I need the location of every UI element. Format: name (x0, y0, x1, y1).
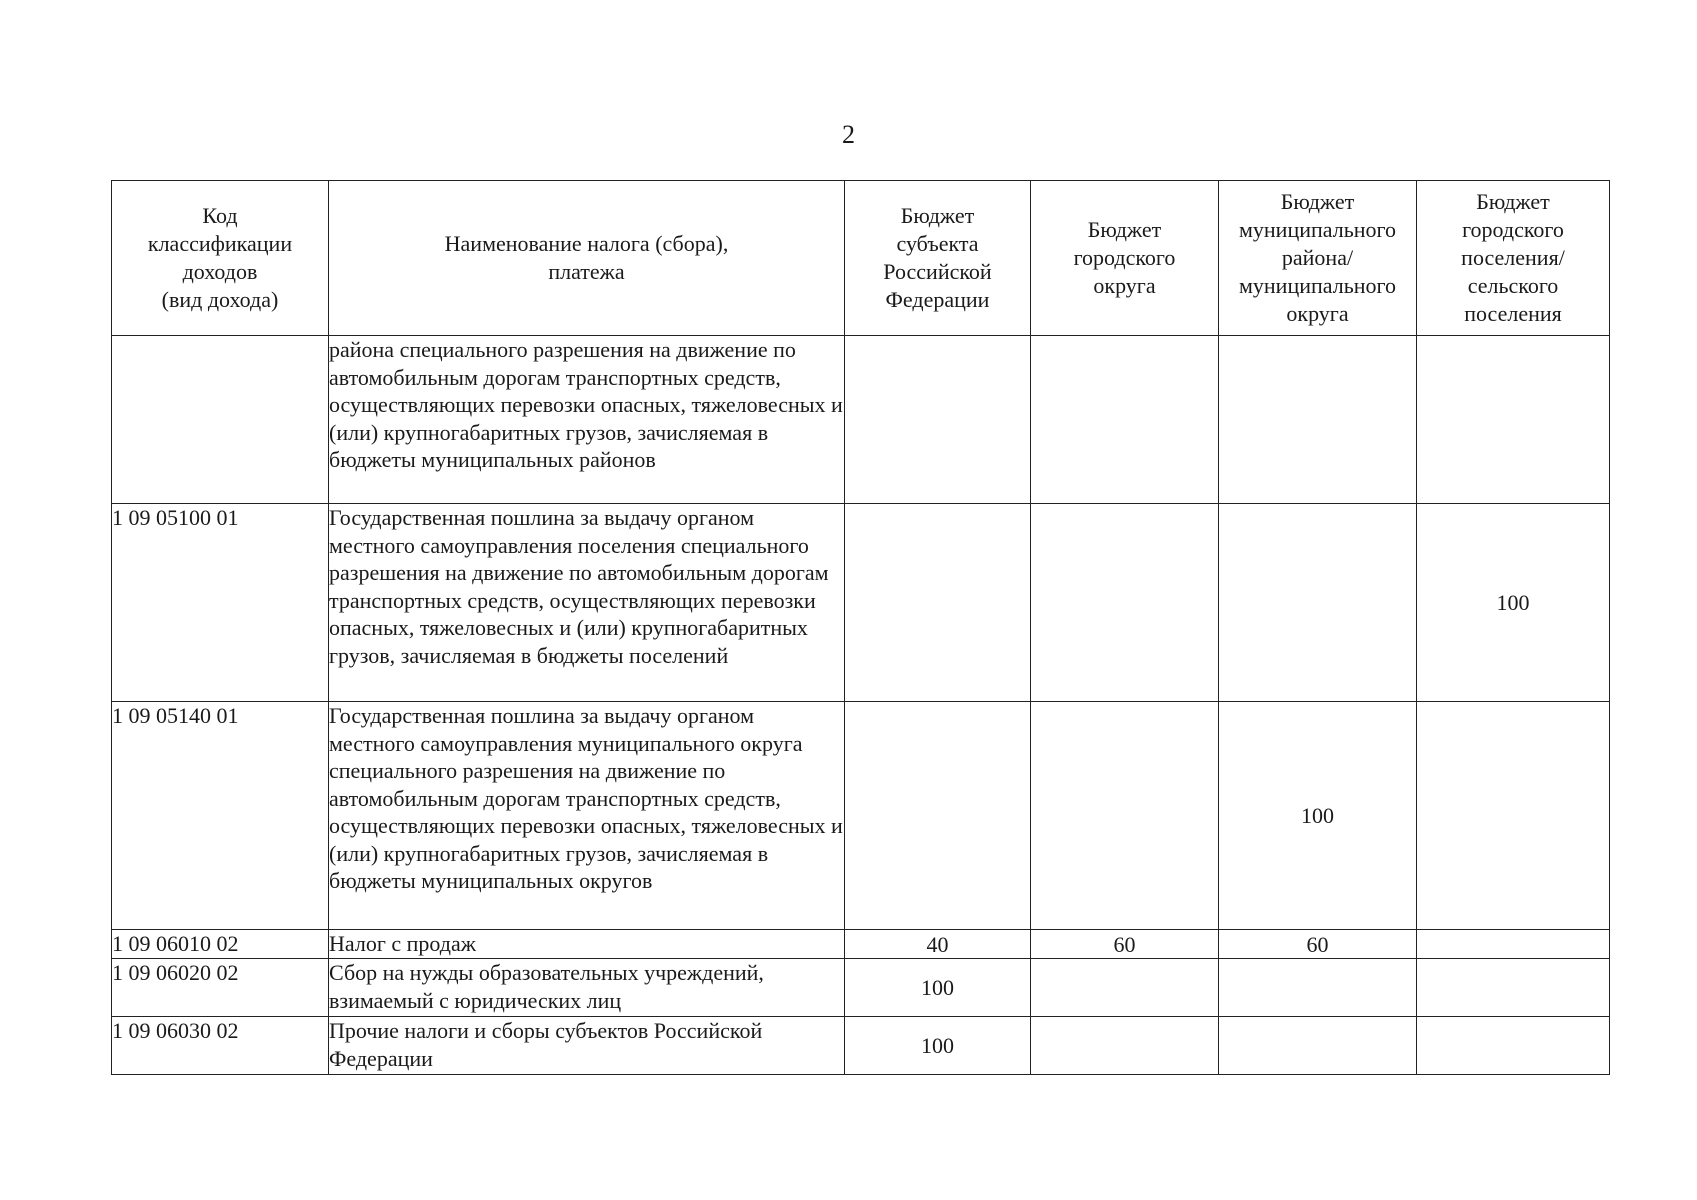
name-cell: Государственная пошлина за выдачу органом местного самоуправления муниципального округа специального разрешения на движение по автомобильным дорогам транспортных средств, осуществляющих перевозки опасных, тяжеловесных и (или) крупногабаритных грузов, зачисляемая в бюджеты муниципальных округов (329, 702, 845, 930)
city-value-cell (1031, 504, 1219, 702)
table-row (112, 504, 1610, 702)
code-cell (112, 336, 329, 504)
code-cell: 1 09 06010 02 (112, 930, 329, 959)
settlement-value-cell (1417, 930, 1610, 959)
city-value-cell (1031, 702, 1219, 930)
subject-value-cell: 100 (845, 959, 1031, 1017)
settlement-value-cell (1417, 1017, 1610, 1075)
table-row (112, 1017, 1610, 1075)
revenue-distribution-table (111, 180, 1610, 1075)
city-value-cell (1031, 959, 1219, 1017)
district-value-cell: 100 (1219, 702, 1417, 930)
name-cell: Прочие налоги и сборы субъектов Российской Федерации (329, 1017, 845, 1075)
header-code: Код классификации доходов (вид дохода) (112, 181, 329, 336)
name-cell: Сбор на нужды образовательных учреждений, взимаемый с юридических лиц (329, 959, 845, 1017)
subject-value-cell (845, 336, 1031, 504)
district-value-cell (1219, 504, 1417, 702)
header-name: Наименование налога (сбора), платежа (329, 181, 845, 336)
name-cell: Государственная пошлина за выдачу органом местного самоуправления поселения специального разрешения на движение по автомобильным дорогам транспортных средств, осуществляющих перевозки опасных, тяжеловесных и (или) крупногабаритных грузов, зачисляемая в бюджеты поселений (329, 504, 845, 702)
district-value-cell (1219, 1017, 1417, 1075)
subject-value-cell (845, 702, 1031, 930)
header-settlement-budget: Бюджет городского поселения/ сельского поселения (1417, 181, 1610, 336)
code-cell: 1 09 06030 02 (112, 1017, 329, 1075)
table-row (112, 702, 1610, 930)
district-value-cell: 60 (1219, 930, 1417, 959)
table-row (112, 930, 1610, 959)
city-value-cell (1031, 1017, 1219, 1075)
table-header-row (112, 181, 1610, 336)
header-subject-budget: Бюджет субъекта Российской Федерации (845, 181, 1031, 336)
subject-value-cell (845, 504, 1031, 702)
table-row (112, 959, 1610, 1017)
name-cell: Налог с продаж (329, 930, 845, 959)
district-value-cell (1219, 959, 1417, 1017)
header-city-district-budget: Бюджет городского округа (1031, 181, 1219, 336)
settlement-value-cell: 100 (1417, 504, 1610, 702)
settlement-value-cell (1417, 336, 1610, 504)
code-cell: 1 09 05100 01 (112, 504, 329, 702)
city-value-cell (1031, 336, 1219, 504)
code-cell: 1 09 06020 02 (112, 959, 329, 1017)
subject-value-cell: 100 (845, 1017, 1031, 1075)
city-value-cell: 60 (1031, 930, 1219, 959)
district-value-cell (1219, 336, 1417, 504)
settlement-value-cell (1417, 959, 1610, 1017)
name-cell: района специального разрешения на движение по автомобильным дорогам транспортных средств, осуществляющих перевозки опасных, тяжеловесных и (или) крупногабаритных грузов, зачисляемая в бюджеты муниципальных районов (329, 336, 845, 504)
code-cell: 1 09 05140 01 (112, 702, 329, 930)
settlement-value-cell (1417, 702, 1610, 930)
subject-value-cell: 40 (845, 930, 1031, 959)
header-municipal-district-budget: Бюджет муниципального района/ муниципального округа (1219, 181, 1417, 336)
page-number: 2 (842, 120, 855, 149)
table-row (112, 336, 1610, 504)
